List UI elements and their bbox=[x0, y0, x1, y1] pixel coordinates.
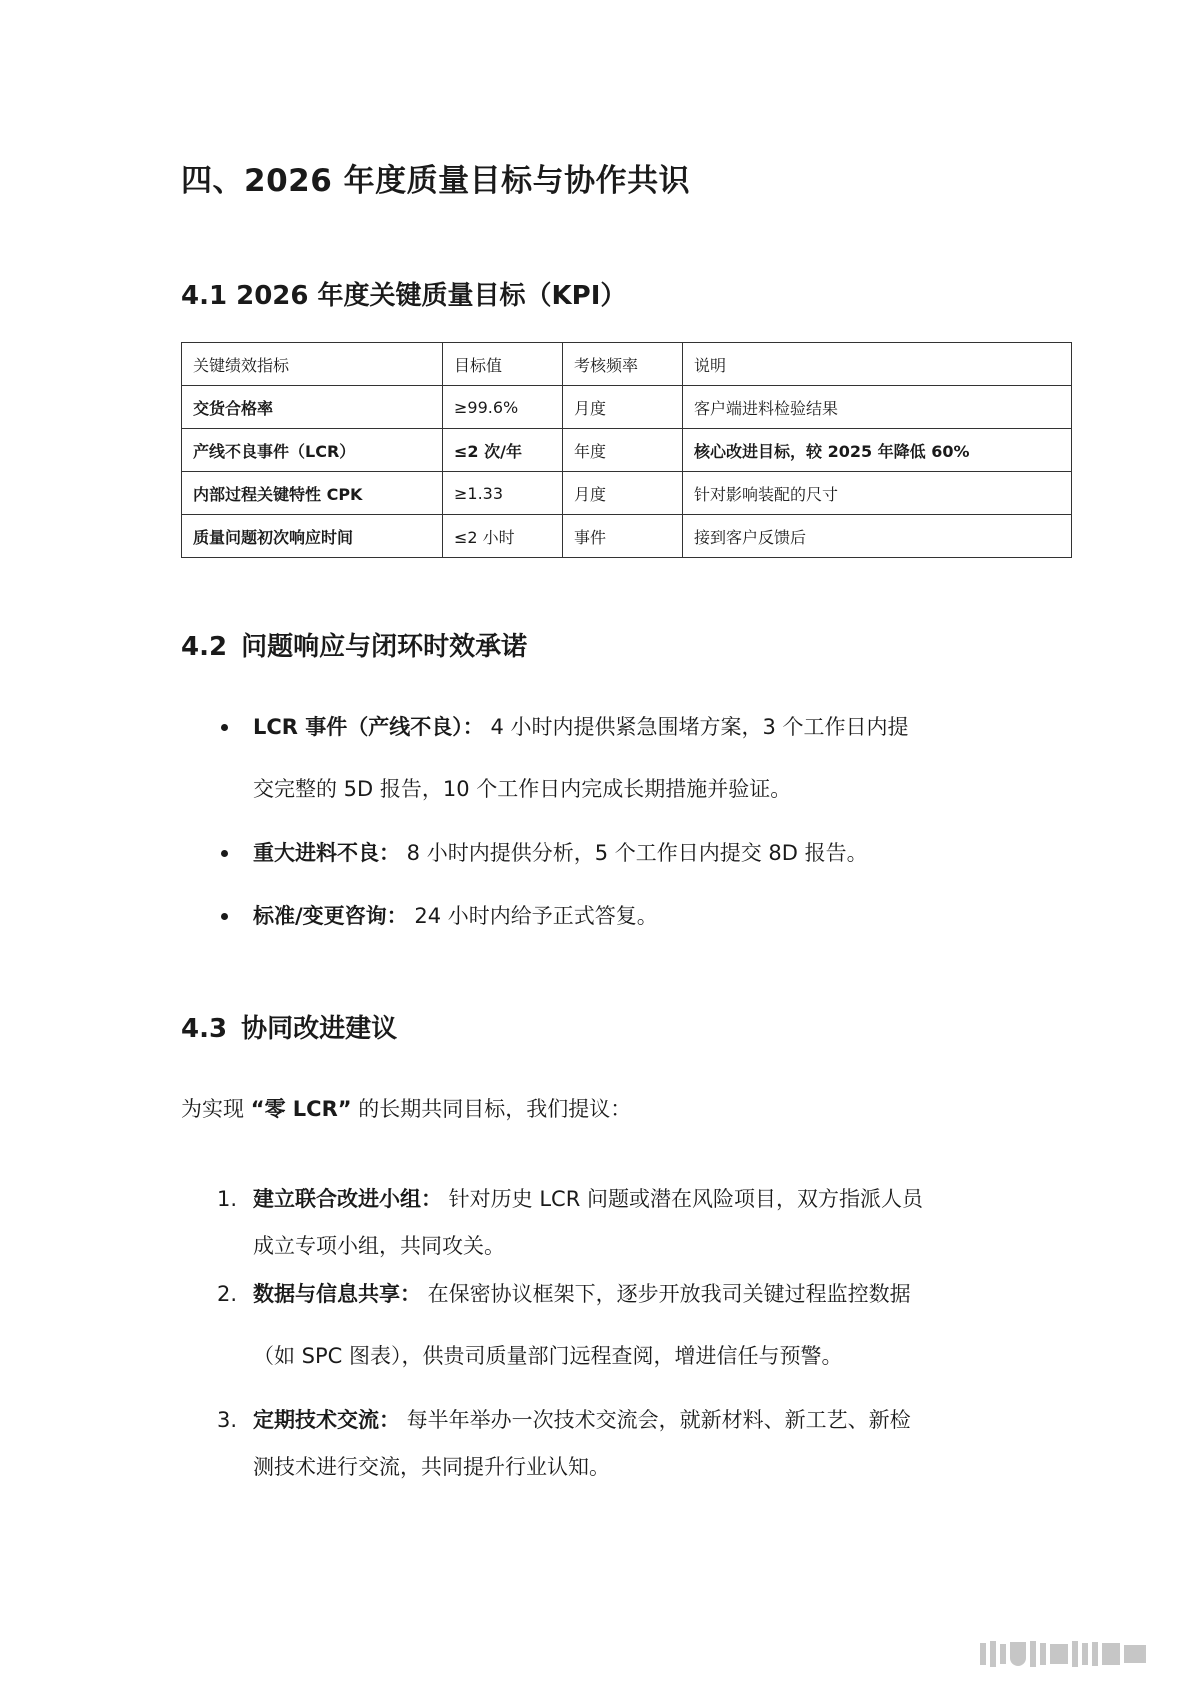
list-item-text: 8 小时内提供分析，5 个工作日内提交 8D 报告。 bbox=[400, 841, 868, 865]
header-cell: 目标值 bbox=[443, 343, 563, 386]
list-item-label: LCR 事件（产线不良）： bbox=[253, 715, 484, 739]
kpi-name-cell: 交货合格率 bbox=[182, 386, 443, 429]
list-item-line bbox=[253, 1280, 911, 1308]
list-item-line bbox=[253, 713, 909, 741]
note-cell: 接到客户反馈后 bbox=[683, 515, 1072, 558]
subsection-4-1-title: 4.1 2026 年度关键质量目标（KPI） bbox=[181, 281, 627, 311]
table-row bbox=[182, 515, 1072, 558]
list-item-line bbox=[253, 1406, 911, 1434]
target-cell: ≤2 次/年 bbox=[443, 429, 563, 472]
list-item-label: 数据与信息共享： bbox=[253, 1282, 421, 1306]
list-item-line bbox=[253, 839, 868, 867]
target-cell: ≥1.33 bbox=[443, 472, 563, 515]
target-cell: ≥99.6% bbox=[443, 386, 563, 429]
subsection-4-2-title bbox=[181, 626, 527, 663]
header-cell: 考核频率 bbox=[563, 343, 683, 386]
list-item-line bbox=[253, 1185, 923, 1213]
list-item-continuation: 成立专项小组，共同攻关。 bbox=[253, 1234, 505, 1258]
bullet-icon bbox=[221, 913, 228, 920]
target-cell: ≤2 小时 bbox=[443, 515, 563, 558]
list-item-text: 在保密协议框架下，逐步开放我司关键过程监控数据 bbox=[421, 1282, 911, 1306]
intro-text: 的长期共同目标，我们提议： bbox=[351, 1097, 632, 1121]
list-number: 3. bbox=[217, 1408, 238, 1432]
subsection-number: 4.3 bbox=[181, 1014, 228, 1044]
bullet-icon bbox=[221, 850, 228, 857]
list-item-text: 针对历史 LCR 问题或潜在风险项目，双方指派人员 bbox=[442, 1187, 923, 1211]
list-item-text: 4 小时内提供紧急围堵方案，3 个工作日内提 bbox=[483, 715, 909, 739]
list-item-line bbox=[253, 902, 658, 930]
frequency-cell: 年度 bbox=[563, 429, 683, 472]
note-cell: 核心改进目标，较 2025 年降低 60% bbox=[683, 429, 1072, 472]
subsection-heading: 问题响应与闭环时效承诺 bbox=[241, 632, 528, 662]
frequency-cell: 月度 bbox=[563, 386, 683, 429]
kpi-table-header-row bbox=[182, 343, 1072, 386]
subsection-heading: 协同改进建议 bbox=[241, 1014, 398, 1044]
list-item-continuation: （如 SPC 图表），供贵司质量部门远程查阅，增进信任与预警。 bbox=[253, 1344, 843, 1368]
kpi-name-cell: 质量问题初次响应时间 bbox=[182, 515, 443, 558]
note-cell: 针对影响装配的尺寸 bbox=[683, 472, 1072, 515]
list-item-text: 24 小时内给予正式答复。 bbox=[407, 904, 658, 928]
list-number: 2. bbox=[217, 1282, 238, 1306]
kpi-name-cell: 内部过程关键特性 CPK bbox=[182, 472, 443, 515]
watermark-icon bbox=[980, 1637, 1176, 1671]
note-cell: 客户端进料检验结果 bbox=[683, 386, 1072, 429]
kpi-table bbox=[181, 342, 1072, 558]
list-item-label: 重大进料不良： bbox=[253, 841, 400, 865]
intro-emphasis: “零 LCR” bbox=[250, 1097, 352, 1121]
list-item-text: 每半年举办一次技术交流会，就新材料、新工艺、新检 bbox=[400, 1408, 911, 1432]
kpi-name-cell: 产线不良事件（LCR） bbox=[182, 429, 443, 472]
list-item-label: 建立联合改进小组： bbox=[253, 1187, 442, 1211]
list-item-label: 定期技术交流： bbox=[253, 1408, 400, 1432]
table-row bbox=[182, 429, 1072, 472]
list-item-continuation: 测技术进行交流，共同提升行业认知。 bbox=[253, 1455, 610, 1479]
frequency-cell: 事件 bbox=[563, 515, 683, 558]
subsection-number: 4.2 bbox=[181, 632, 228, 662]
section-title: 四、2026 年度质量目标与协作共识 bbox=[181, 163, 691, 199]
list-item-continuation: 交完整的 5D 报告，10 个工作日内完成长期措施并验证。 bbox=[253, 777, 792, 801]
table-row bbox=[182, 386, 1072, 429]
intro-text: 为实现 bbox=[181, 1097, 251, 1121]
bullet-icon bbox=[221, 724, 228, 731]
intro-paragraph bbox=[181, 1093, 631, 1123]
header-cell: 关键绩效指标 bbox=[182, 343, 443, 386]
table-row bbox=[182, 472, 1072, 515]
subsection-4-3-title bbox=[181, 1008, 397, 1045]
frequency-cell: 月度 bbox=[563, 472, 683, 515]
list-number: 1. bbox=[217, 1187, 238, 1211]
header-cell: 说明 bbox=[683, 343, 1072, 386]
list-item-label: 标准/变更咨询： bbox=[253, 904, 408, 928]
